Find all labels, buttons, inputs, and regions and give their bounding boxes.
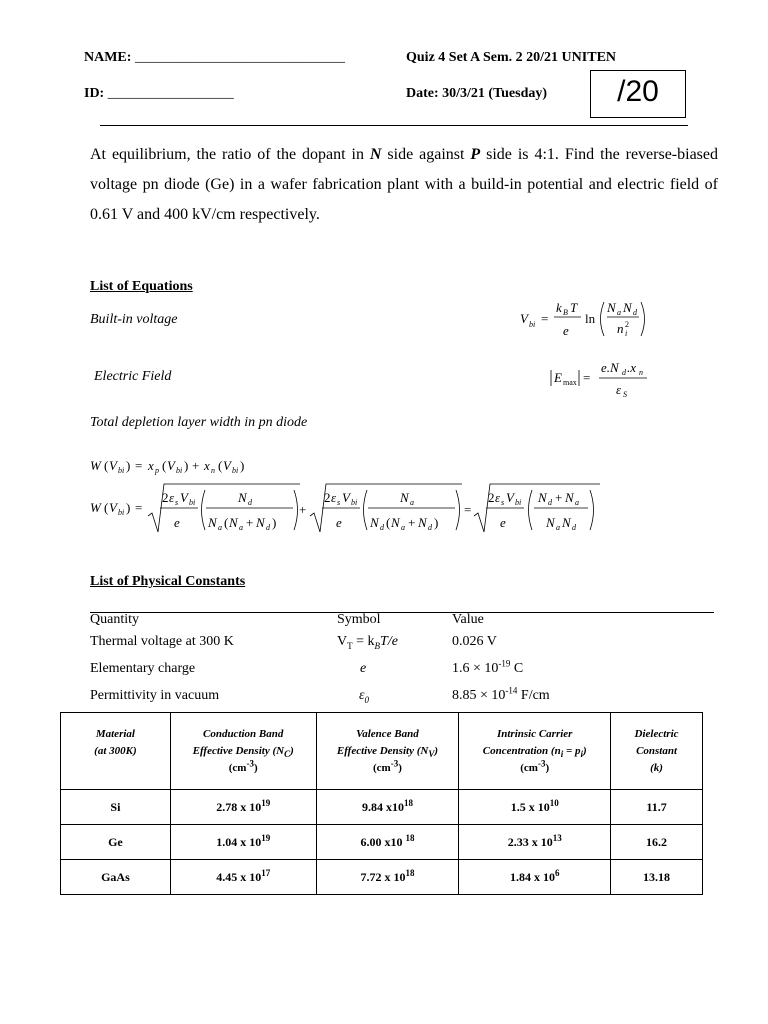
svg-text:ε: ε — [495, 490, 501, 505]
svg-text:2: 2 — [324, 490, 331, 505]
svg-text:(: ( — [162, 458, 167, 473]
k-cell: 16.2 — [611, 825, 703, 860]
svg-text:N: N — [400, 490, 409, 505]
svg-text:a: a — [410, 498, 414, 507]
ni-cell: 1.5 x $10^{10}$ — [459, 790, 611, 825]
svg-text:V: V — [342, 490, 350, 505]
svg-text:N: N — [256, 515, 265, 530]
svg-text:V: V — [167, 458, 175, 473]
constants-header-rule — [90, 612, 714, 613]
svg-text:n: n — [639, 368, 643, 377]
svg-text:+: + — [408, 515, 416, 530]
svg-text:): ) — [240, 458, 245, 473]
svg-text:bi: bi — [118, 466, 125, 475]
svg-text:d: d — [266, 523, 270, 532]
value-cell: 0.026 V — [452, 634, 497, 649]
svg-text:bi: bi — [176, 466, 183, 475]
table-row — [90, 685, 714, 710]
svg-text:e: e — [563, 323, 569, 338]
symbol-cell: e — [360, 661, 367, 676]
table-row — [90, 658, 714, 688]
score-box — [590, 70, 686, 118]
svg-text:=: = — [464, 502, 472, 517]
ni-cell: 1.84 x $10^6$ — [459, 860, 611, 895]
svg-text:bi: bi — [118, 508, 125, 517]
header-intrinsic-carrier: Intrinsic Carrier Concentration $(n_i = p_i)$ $(cm^{-3})$ — [459, 713, 611, 790]
svg-text:a: a — [556, 523, 560, 532]
svg-text:): ) — [434, 515, 439, 530]
svg-text:p: p — [155, 466, 159, 475]
constants-table — [90, 612, 714, 710]
svg-text:): ) — [184, 458, 189, 473]
svg-text:S: S — [623, 390, 627, 399]
quantity-cell: Elementary charge — [90, 661, 196, 676]
svg-text:V: V — [506, 490, 514, 505]
k-cell: 11.7 — [611, 790, 703, 825]
constants-header-row — [90, 612, 714, 634]
svg-text:N: N — [607, 300, 616, 315]
svg-text:d: d — [248, 498, 252, 507]
material-cell: Ge — [61, 825, 171, 860]
header-material: Material (at 300K) — [61, 713, 171, 790]
svg-text:a: a — [239, 523, 243, 532]
svg-text:k: k — [556, 300, 562, 315]
nv-cell: 9.84 $x10^{18}$ — [316, 790, 459, 825]
svg-text:): ) — [126, 500, 131, 515]
header-dielectric-constant: Dielectric Constant (k) — [611, 713, 703, 790]
svg-text:d: d — [548, 498, 552, 507]
svg-text:N: N — [418, 515, 427, 530]
svg-text:+: + — [555, 490, 563, 505]
svg-text:e.N: e.N — [601, 360, 619, 375]
svg-text:bi: bi — [529, 320, 536, 329]
svg-text:s: s — [175, 498, 179, 507]
table-row — [90, 634, 714, 661]
svg-text:a: a — [575, 498, 579, 507]
id-blank: __________________ — [107, 86, 234, 101]
svg-text:N: N — [565, 490, 574, 505]
svg-text:bi: bi — [232, 466, 239, 475]
svg-text:2: 2 — [488, 490, 495, 505]
svg-text:(: ( — [218, 458, 223, 473]
equations-title: List of Equations — [90, 279, 193, 294]
svg-text:a: a — [401, 523, 405, 532]
question-text: At equilibrium, the ratio of the dopant in N side against P side is 4:1. Find the reverse-biased voltage pn diode (Ge) in a wafer fabrication plant with a build-in potential and electric field of 0.61 V and 400 kV/cm respectively. — [90, 146, 719, 223]
svg-text:e: e — [500, 515, 506, 530]
constants-title: List of Physical Constants — [90, 574, 246, 589]
table-row — [61, 860, 703, 895]
value-cell: $1.6 \times 10^{-19}$ C — [452, 658, 524, 676]
svg-text:N: N — [238, 490, 247, 505]
svg-text:(: ( — [224, 515, 229, 530]
svg-text:N: N — [229, 515, 238, 530]
electric-field-formula — [545, 356, 655, 400]
svg-text:=: = — [583, 370, 591, 385]
k-cell: 13.18 — [611, 860, 703, 895]
name-blank: ______________________________ — [134, 50, 345, 65]
svg-text:E: E — [554, 370, 562, 385]
svg-text:(: ( — [104, 500, 109, 515]
header-conduction-band: Conduction Band Effective Density $(N_C)$ $(cm^{-3})$ — [170, 713, 316, 790]
materials-header-row — [61, 713, 703, 790]
svg-text:d: d — [633, 308, 637, 317]
svg-text:+: + — [192, 458, 200, 473]
svg-text:e: e — [336, 515, 342, 530]
material-cell: Si — [61, 790, 171, 825]
svg-text:n: n — [617, 321, 624, 336]
svg-text:s: s — [337, 498, 341, 507]
svg-text:ε: ε — [169, 490, 175, 505]
nc-cell: 2.78 x $10^{19}$ — [170, 790, 316, 825]
svg-text:N: N — [391, 515, 400, 530]
svg-text:i: i — [625, 329, 628, 338]
svg-text:V: V — [520, 311, 528, 326]
svg-text:max: max — [563, 378, 577, 387]
nv-cell: 7.72 x $10^{18}$ — [316, 860, 459, 895]
quantity-cell: Thermal voltage at 300 K — [90, 634, 234, 649]
electric-field-label: Electric Field — [94, 369, 172, 384]
svg-text:=: = — [541, 311, 549, 326]
depletion-width-expanded-formula — [88, 480, 608, 538]
svg-text:d: d — [572, 523, 576, 532]
name-label: NAME: ______________________________ — [84, 50, 345, 65]
svg-text:+: + — [299, 502, 307, 517]
svg-text:bi: bi — [189, 498, 196, 507]
col-symbol: Symbol — [337, 612, 381, 627]
svg-text:2: 2 — [625, 320, 629, 329]
material-cell: GaAs — [61, 860, 171, 895]
materials-table — [60, 712, 703, 895]
nc-cell: 1.04 x $10^{19}$ — [170, 825, 316, 860]
svg-text:W: W — [90, 500, 101, 515]
svg-text:): ) — [272, 515, 277, 530]
table-row — [61, 825, 703, 860]
depletion-width-sum-formula — [88, 454, 268, 478]
svg-text:(: ( — [104, 458, 109, 473]
svg-text:e: e — [174, 515, 180, 530]
svg-text:.x: .x — [627, 360, 637, 375]
builtin-voltage-label: Built-in voltage — [90, 312, 178, 327]
svg-text:2: 2 — [162, 490, 169, 505]
svg-text:a: a — [617, 308, 621, 317]
svg-text:B: B — [563, 308, 568, 317]
score-text: /20 — [617, 75, 659, 108]
svg-text:a: a — [218, 523, 222, 532]
quantity-cell: Permittivity in vacuum — [90, 688, 220, 703]
svg-text:V: V — [109, 500, 117, 515]
symbol-cell: $V_T = k_BT/e$ — [337, 634, 398, 651]
col-quantity: Quantity — [90, 612, 139, 627]
svg-text:x: x — [204, 458, 210, 473]
svg-text:d: d — [622, 368, 626, 377]
id-label: ID: __________________ — [84, 86, 234, 101]
svg-text:s: s — [501, 498, 505, 507]
value-cell: $8.85 \times 10^{-14}$ F/cm — [452, 685, 550, 703]
nv-cell: 6.00 x10 $^{18}$ — [316, 825, 459, 860]
svg-text:V: V — [180, 490, 188, 505]
svg-text:=: = — [135, 500, 143, 515]
svg-text:ε: ε — [616, 382, 622, 397]
table-row — [61, 790, 703, 825]
symbol-cell: $\varepsilon_0$ — [359, 688, 370, 705]
quiz-info: Quiz 4 Set A Sem. 2 20/21 UNITEN — [406, 50, 617, 65]
svg-text:V: V — [109, 458, 117, 473]
svg-text:N: N — [208, 515, 217, 530]
svg-text:W: W — [90, 458, 101, 473]
quiz-date: Date: 30/3/21 (Tuesday) — [406, 86, 548, 101]
svg-text:N: N — [546, 515, 555, 530]
svg-text:N: N — [562, 515, 571, 530]
col-value: Value — [452, 612, 484, 627]
svg-text:x: x — [148, 458, 154, 473]
svg-text:d: d — [428, 523, 432, 532]
header-valence-band: Valence Band Effective Density $(N_V)$ $(cm^{-3})$ — [316, 713, 459, 790]
svg-text:bi: bi — [515, 498, 522, 507]
svg-text:): ) — [126, 458, 131, 473]
svg-text:V: V — [223, 458, 231, 473]
svg-text:d: d — [380, 523, 384, 532]
svg-text:N: N — [623, 300, 632, 315]
svg-text:(: ( — [386, 515, 391, 530]
svg-text:N: N — [538, 490, 547, 505]
svg-text:ln: ln — [585, 311, 596, 326]
svg-text:=: = — [135, 458, 143, 473]
svg-text:+: + — [246, 515, 254, 530]
svg-text:T: T — [570, 300, 578, 315]
svg-text:bi: bi — [351, 498, 358, 507]
depletion-width-label: Total depletion layer width in pn diode — [90, 415, 308, 430]
nc-cell: 4.45 x $10^{17}$ — [170, 860, 316, 895]
header-rule — [100, 125, 688, 126]
svg-text:n: n — [211, 466, 215, 475]
ni-cell: 2.33 x $10^{13}$ — [459, 825, 611, 860]
svg-text:ε: ε — [331, 490, 337, 505]
svg-text:N: N — [370, 515, 379, 530]
builtin-voltage-formula — [515, 292, 655, 346]
